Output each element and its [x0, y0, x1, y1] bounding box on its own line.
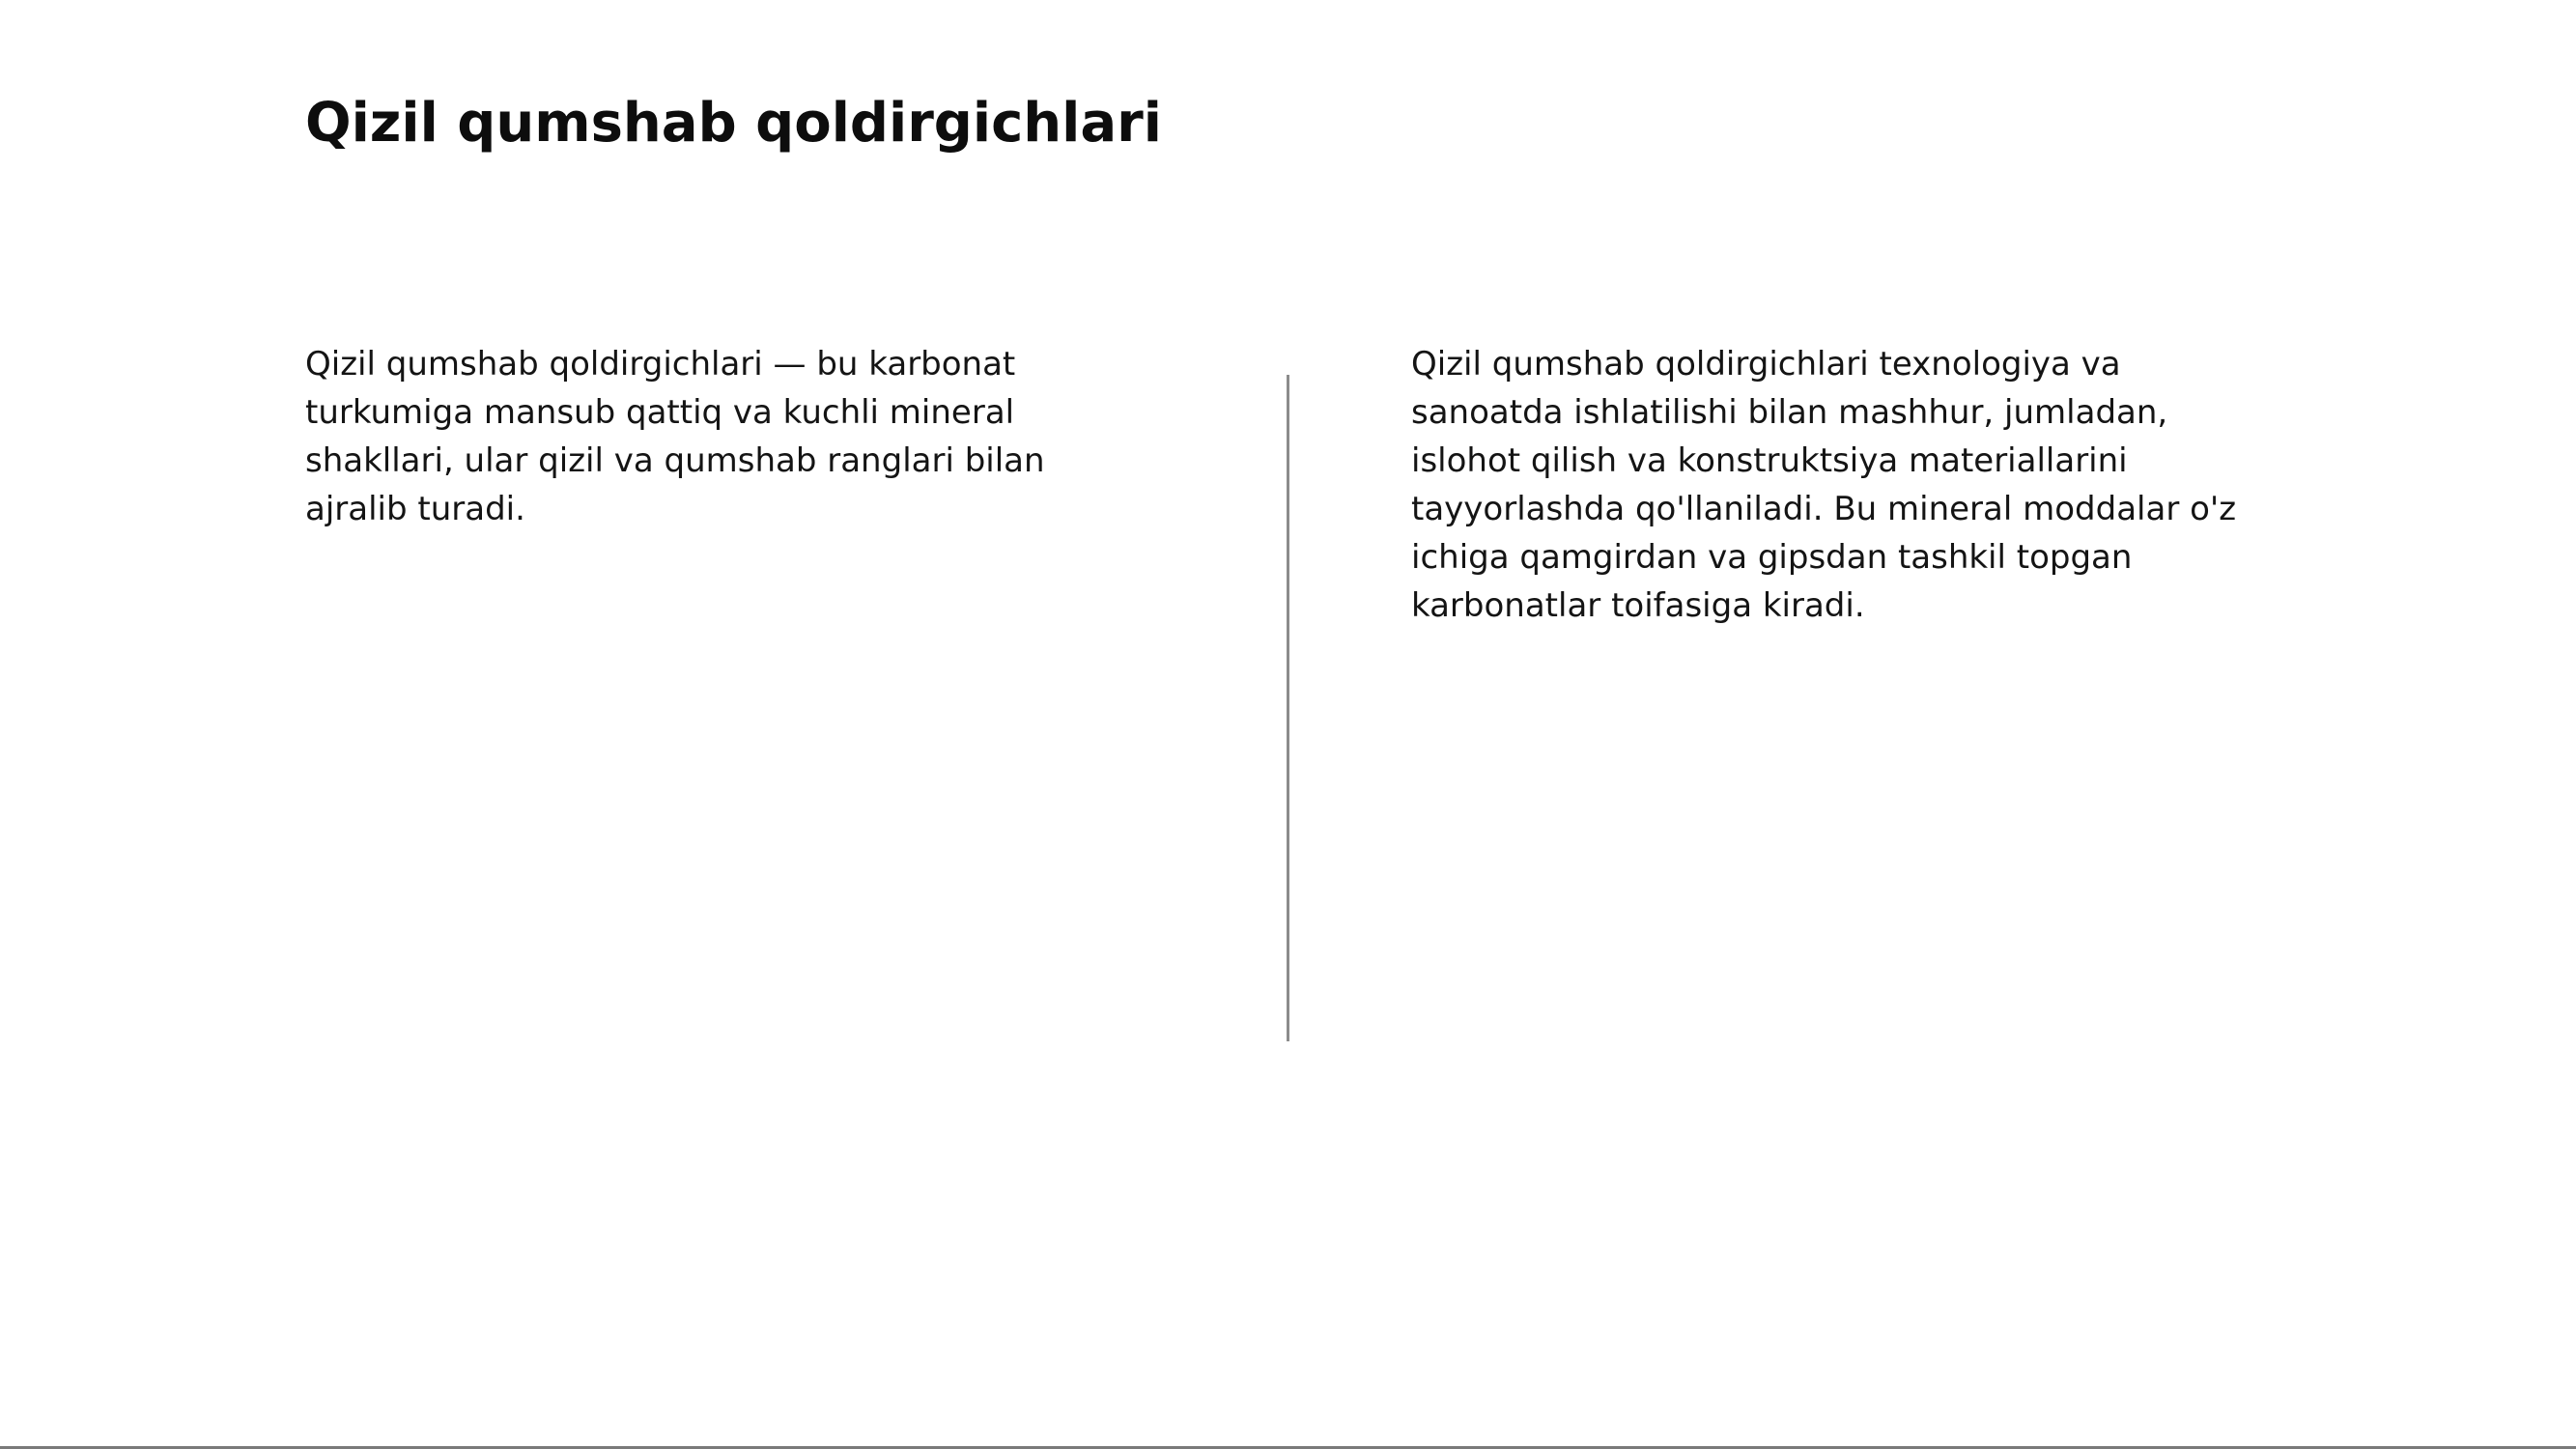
left-column-text: Qizil qumshab qoldirgichlari — bu karbonat turkumiga mansub qattiq va kuchli mineral shakllari, ular qizil va qumshab ranglari bilan ajralib turadi.	[305, 345, 1045, 528]
slide-title: Qizil qumshab qoldirgichlari	[305, 92, 1162, 155]
right-column-text: Qizil qumshab qoldirgichlari texnologiya va sanoatda ishlatilishi bilan mashhur, jumladan, islohot qilish va konstruktsiya materiallarini tayyorlashda qo'llaniladi. Bu mineral moddalar o'z ichiga qamgirdan va gipsdan tashkil topgan karbonatlar toifasiga kiradi.	[1411, 345, 2237, 625]
column-divider	[1287, 375, 1289, 1041]
